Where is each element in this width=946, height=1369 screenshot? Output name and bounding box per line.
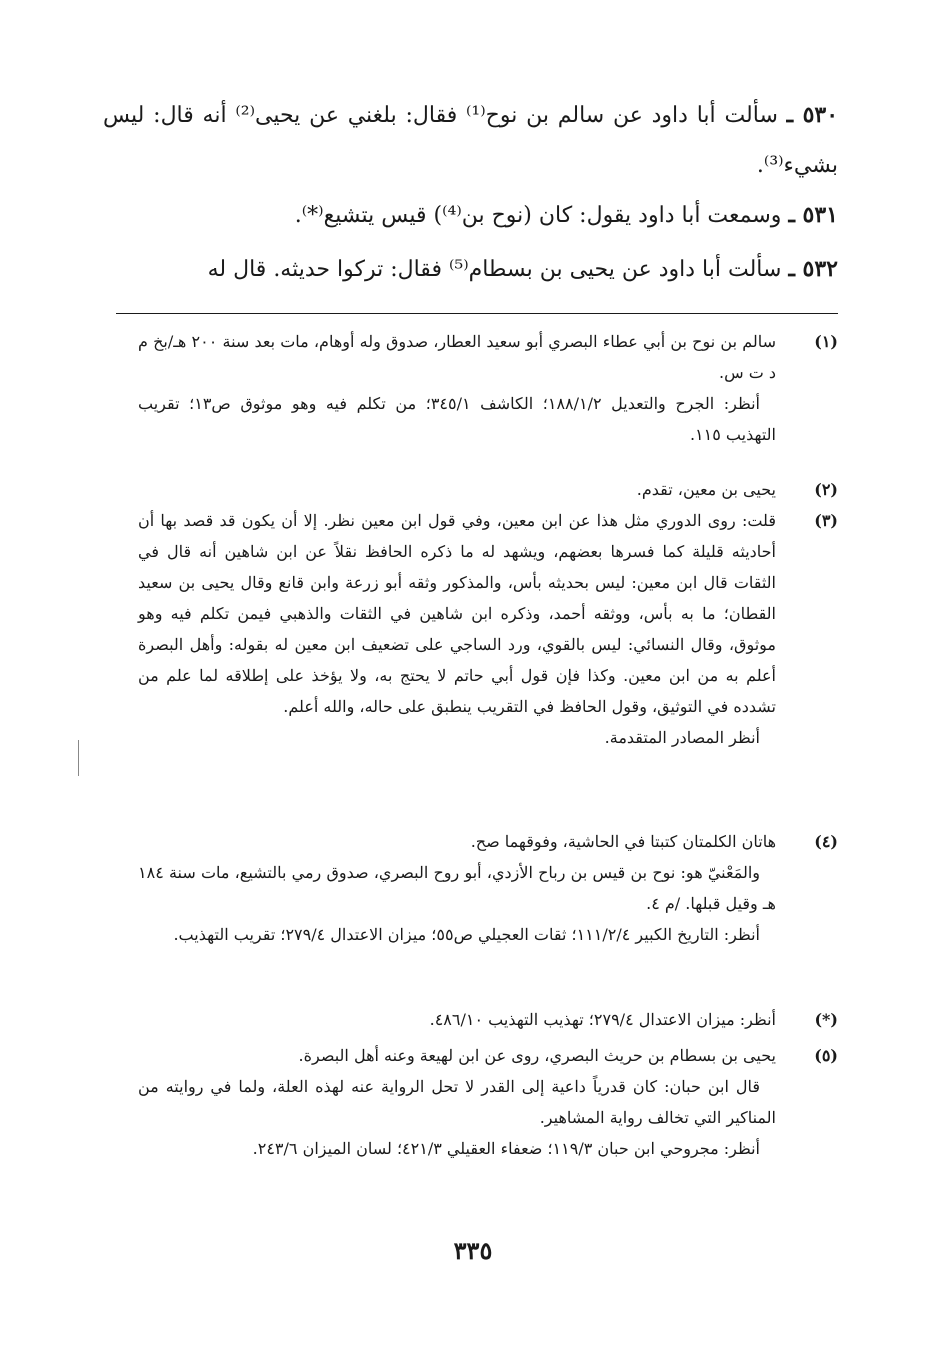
footnote-text: أنظر: مجروحي ابن حبان ١١٩/٣؛ ضعفاء العقيلي ٤٢١/٣؛ لسان الميزان ٢٤٣/٦. bbox=[252, 1139, 760, 1158]
entry-531 bbox=[103, 190, 838, 241]
entry-532 bbox=[103, 244, 838, 295]
footnote-marker: (١) bbox=[814, 332, 838, 351]
footnote-text: قال ابن حبان: كان قدرياً داعية إلى القدر لا تحل الرواية عنه لهذه العلة، ولما في روايته من المناكير التي تخالف رواية المشاهير. bbox=[138, 1077, 776, 1127]
footnote-marker: (*) bbox=[814, 1010, 838, 1029]
footnote-text: والمَعْنيّ هو: نوح بن قيس بن رباح الأزدي، أبو روح البصري، صدوق رمي بالتشيع، مات سنة ١٨٤ هـ وقيل قبلها. /م ٤. bbox=[138, 863, 776, 913]
footnote-marker: (٥) bbox=[814, 1046, 838, 1065]
footnote-star bbox=[138, 1004, 838, 1035]
footnote-text: أنظر: التاريخ الكبير ١١١/٢/٤؛ ثقات العجيلي ص٥٥؛ ميزان الاعتدال ٢٧٩/٤؛ تقريب التهذيب. bbox=[173, 925, 760, 944]
entry-text: وسمعت أبا داود يقول: كان (نوح بن⁽⁴⁾) قيس يتشيع⁽*⁾. bbox=[294, 203, 782, 228]
footnote-text: أنظر: ميزان الاعتدال ٢٧٩/٤؛ تهذيب التهذيب ٤٨٦/١٠. bbox=[429, 1010, 776, 1029]
page-number: ٣٣٥ bbox=[453, 1236, 493, 1265]
footnote-text: أنظر المصادر المتقدمة. bbox=[604, 728, 760, 747]
footnote-separator bbox=[116, 313, 838, 314]
footnote-text: أنظر: الجرح والتعديل ١٨٨/١/٢؛ الكاشف ٣٤٥/١؛ من تكلم فيه وهو موثوق ص١٣؛ تقريب التهذيب ١١٥. bbox=[138, 394, 776, 444]
entry-number: ٥٣٢ ـ bbox=[788, 256, 838, 282]
footnote-4 bbox=[138, 826, 838, 950]
footnote-marker: (٤) bbox=[814, 832, 838, 851]
footnote-5 bbox=[138, 1040, 838, 1164]
entry-number: ٥٣٠ ـ bbox=[786, 102, 839, 128]
entry-text: سألت أبا داود عن سالم بن نوح⁽¹⁾ فقال: بلغني عن يحيى⁽²⁾ أنه قال: ليس بشيء⁽³⁾. bbox=[103, 103, 838, 178]
footnote-marker: (٢) bbox=[814, 480, 838, 499]
footnote-2 bbox=[138, 474, 838, 505]
footnote-text: سالم بن نوح بن أبي عطاء البصري أبو سعيد العطار، صدوق وله أوهام، مات بعد سنة ٢٠٠ هـ/بخ م د ت س. bbox=[138, 332, 777, 382]
entry-530 bbox=[103, 90, 838, 191]
entry-number: ٥٣١ ـ bbox=[788, 202, 838, 228]
footnote-text: قلت: روى الدوري مثل هذا عن ابن معين، وفي قول ابن معين نظر. إلا أن يكون قد قصد بها أن أحاديثه قليلة كما فسرها بعضهم، ويشهد له ما ذكره الحافظ نقلاً عن ابن شاهين أنه قال في الثقات قال ابن معين: ليس بحديثه بأس، والمذكور وثقه أبو زرعة وابن قانع وقال يحيى بن سعيد القطان؛ ما به بأس، ووثقه أحمد، وذكره ابن شاهين في الثقات والذهبي فيمن تكلم فيه وهو موثوق، وقال النسائي: ليس بالقوي، ورد الساجي على تضعيف ابن معين له بقوله: وأهل البصرة أعلم به من ابن معين. وكذا فإن قول أبي حاتم لا يحتج به، ولا يؤخذ على إطلاقه لما علم من تشدده في التوثيق، وقول الحافظ في التقريب ينطبق على حاله، والله أعلم. bbox=[138, 511, 777, 716]
footnote-text: يحيى بن بسطام بن حريث البصري، روى عن ابن لهيعة وعنه أهل البصرة. bbox=[298, 1046, 776, 1065]
footnote-text: يحيى بن معين، تقدم. bbox=[636, 480, 776, 499]
footnote-text: هاتان الكلمتان كتبتا في الحاشية، وفوقهما صح. bbox=[470, 832, 776, 851]
margin-mark bbox=[78, 740, 79, 776]
footnote-3 bbox=[138, 505, 838, 753]
footnote-marker: (٣) bbox=[814, 511, 838, 530]
footnote-1 bbox=[138, 326, 838, 450]
entry-text: سألت أبا داود عن يحيى بن بسطام⁽⁵⁾ فقال: تركوا حديثه. قال له bbox=[207, 257, 782, 282]
